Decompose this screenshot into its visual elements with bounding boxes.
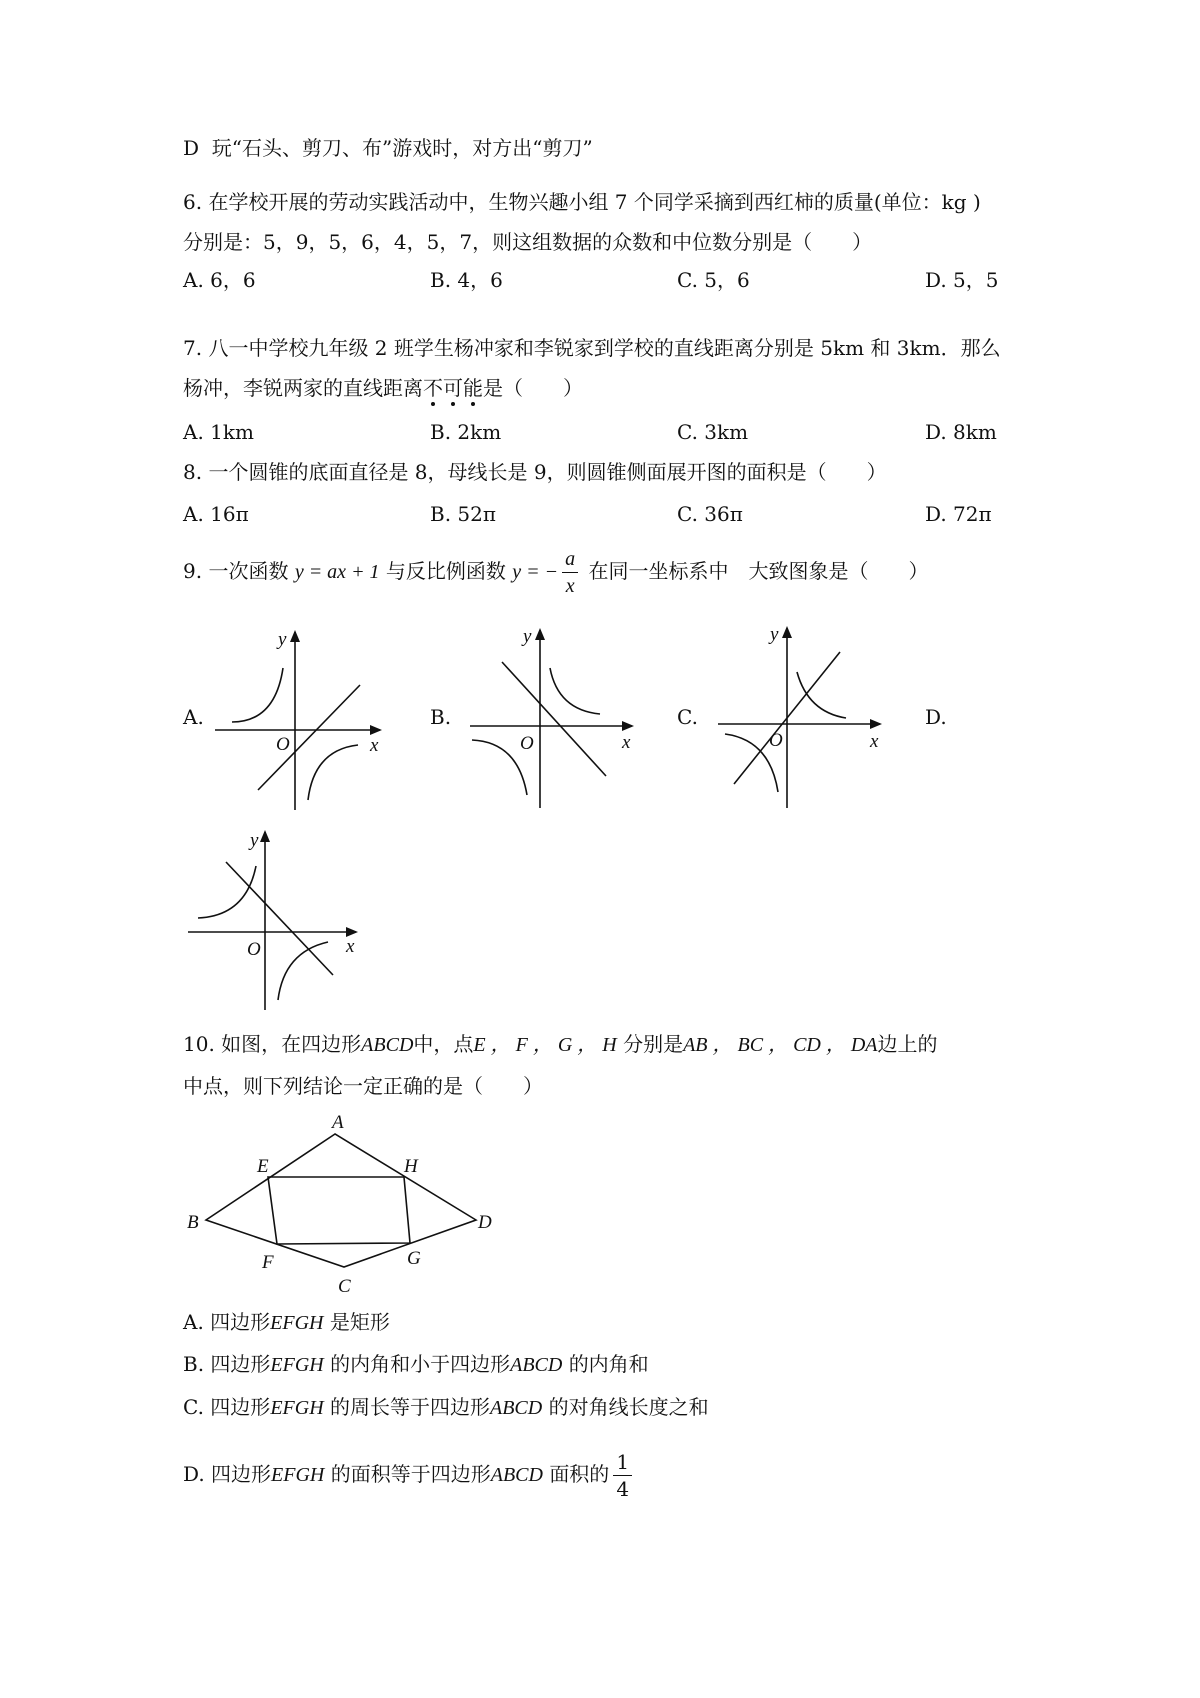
q10-option-d-abcd: ABCD (490, 1464, 543, 1486)
q10-line1-pre: 10. 如图，在四边形 (183, 1032, 362, 1056)
graph-a-curve-upper (232, 668, 283, 722)
q9-mid: 与反比例函数 (385, 559, 506, 583)
q10-sides: AB ， BC ， CD ， DA (683, 1034, 878, 1056)
q10-option-d-post: 面积的 (549, 1462, 610, 1486)
q10-quadrilateral-efgh (268, 1177, 410, 1244)
graph-b-x-label: x (622, 732, 631, 753)
q10-option-c-mid: 的周长等于四边形 (330, 1395, 490, 1419)
q10-option-d-mid: 的面积等于四边形 (330, 1462, 491, 1486)
graph-d-x-label: x (346, 936, 355, 957)
q9-inverse-function-left: y = − (512, 561, 559, 583)
q10-line2: 中点，则下列结论一定正确的是（ ） (183, 1074, 543, 1098)
q10-option-b-post: 的内角和 (568, 1352, 649, 1376)
q10-line1-post: 边上的 (877, 1032, 938, 1056)
graph-a-y-label: y (278, 629, 287, 650)
q10-line1 (183, 1030, 938, 1059)
q6-option-a: A. 6，6 (183, 268, 256, 292)
q7-emphasis-2: 可 (443, 376, 463, 400)
q6-line2: 分别是：5，9，5，6，4，5，7，则这组数据的众数和中位数分别是（ ） (183, 230, 873, 254)
q10-option-a-post: 是矩形 (329, 1310, 390, 1334)
q10-option-c-efgh: EFGH (270, 1397, 324, 1419)
graph-c-curve-upper (797, 672, 846, 718)
q5-option-d-label: D (183, 136, 200, 160)
q10-option-c-abcd: ABCD (490, 1397, 543, 1419)
q10-option-b (183, 1350, 649, 1379)
q7-option-d: D. 8km (925, 420, 997, 444)
q6-option-c: C. 5，6 (677, 268, 750, 292)
q8-line1: 8. 一个圆锥的底面直径是 8，母线长是 9，则圆锥侧面展开图的面积是（ ） (183, 460, 887, 484)
q7-emphasis-1: 不 (423, 376, 443, 400)
q7-option-a: A. 1km (183, 420, 254, 444)
q9-graph-d (188, 832, 356, 1010)
q10-option-b-efgh: EFGH (270, 1354, 324, 1376)
q10-option-b-mid: 的内角和小于四边形 (330, 1352, 511, 1376)
q9-stem (183, 546, 929, 599)
q7-line2-pre: 杨冲，李锐两家的直线距离 (183, 376, 423, 400)
q10-quadrilateral-abcd (206, 1134, 476, 1267)
q9-fraction-den: x (565, 575, 575, 597)
q10-figure (206, 1134, 476, 1267)
q10-line1-abcd: ABCD (361, 1034, 414, 1056)
q10-label-a: A (332, 1112, 344, 1133)
graph-b-line (502, 662, 606, 776)
q10-option-a (183, 1308, 390, 1337)
q7-emphasis-3: 能 (463, 376, 483, 400)
graph-a-curve-lower (308, 745, 358, 800)
q7-line1: 7. 八一中学校九年级 2 班学生杨冲家和李锐家到学校的直线距离分别是 5km 和 3km．那么 (183, 336, 1001, 360)
q8-option-d: D. 72π (925, 502, 992, 526)
graph-d-origin: O (247, 939, 261, 960)
q10-option-d (183, 1446, 636, 1503)
q6-line1: 6. 在学校开展的劳动实践活动中，生物兴趣小组 7 个同学采摘到西红柿的质量(单位：kg ) (183, 190, 981, 214)
graph-c-origin: O (769, 730, 783, 751)
q10-line1-mid2: 分别是 (623, 1032, 684, 1056)
q5-option-d (183, 134, 593, 162)
q6-option-d: D. 5，5 (925, 268, 999, 292)
q5-option-d-text: 玩“石头、剪刀、布”游戏时，对方出“剪刀” (211, 136, 593, 160)
q10-label-f: F (262, 1252, 274, 1273)
q10-option-d-fraction-num: 1 (613, 1449, 632, 1476)
q10-label-c: C (338, 1276, 351, 1297)
q8-option-a: A. 16π (183, 502, 249, 526)
graph-a-origin: O (276, 734, 290, 755)
graph-c-line (734, 652, 840, 784)
q6-option-b: B. 4，6 (430, 268, 503, 292)
q9-graph-label-c: C. (677, 705, 698, 729)
q10-option-c (183, 1393, 709, 1422)
q10-line1-mid: 中，点 (413, 1032, 474, 1056)
q7-line2 (183, 374, 583, 402)
q9-linear-function: y = ax + 1 (294, 561, 380, 583)
q10-option-d-fraction (613, 1449, 632, 1502)
q9-inverse-fraction (562, 546, 578, 599)
graph-c-x-label: x (870, 731, 879, 752)
graph-c-curve-lower (725, 734, 778, 792)
q10-option-c-pre: C. 四边形 (183, 1395, 271, 1419)
q10-label-e: E (257, 1156, 269, 1177)
q9-pre: 9. 一次函数 (183, 559, 289, 583)
q9-graph-c (718, 628, 880, 808)
graph-c-y-label: y (770, 624, 779, 645)
q9-graph-label-d: D. (925, 705, 947, 729)
q10-option-b-abcd: ABCD (510, 1354, 563, 1376)
graph-d-curve-lower (278, 942, 328, 1000)
q10-option-a-efgh: EFGH (270, 1312, 324, 1334)
graph-b-curve-lower (472, 740, 527, 795)
q10-option-d-efgh: EFGH (271, 1464, 325, 1486)
q7-option-b: B. 2km (430, 420, 502, 444)
q9-fraction-num: a (562, 546, 578, 573)
q10-option-d-fraction-den: 4 (616, 1477, 630, 1501)
q9-graph-label-b: B. (430, 705, 452, 729)
graph-a-x-label: x (370, 735, 379, 756)
graph-d-curve-upper (198, 866, 256, 918)
q9-post: 在同一坐标系中 大致图象是（ ） (588, 559, 929, 583)
q7-line2-post: 是（ ） (483, 376, 583, 400)
q9-graph-b (470, 630, 632, 808)
q10-option-c-post: 的对角线长度之和 (548, 1395, 709, 1419)
q9-graph-label-a: A. (183, 705, 204, 729)
q9-graph-a (215, 632, 380, 810)
q8-option-c: C. 36π (677, 502, 743, 526)
q8-option-b: B. 52π (430, 502, 497, 526)
q10-label-g: G (407, 1248, 421, 1269)
graph-a-line (258, 685, 360, 790)
graph-b-curve-upper (550, 668, 600, 714)
graph-d-y-label: y (250, 830, 259, 851)
graph-b-y-label: y (523, 626, 532, 647)
q10-option-d-pre: D. 四边形 (183, 1462, 272, 1486)
q10-label-h: H (404, 1156, 418, 1177)
q10-option-b-pre: B. 四边形 (183, 1352, 271, 1376)
graph-b-origin: O (520, 733, 534, 754)
graph-d-line (226, 862, 333, 975)
q10-option-a-pre: A. 四边形 (183, 1310, 271, 1334)
q10-label-b: B (187, 1212, 199, 1233)
q10-label-d: D (478, 1212, 492, 1233)
q10-points: E ， F ， G ， H (473, 1034, 617, 1056)
q7-option-c: C. 3km (677, 420, 749, 444)
